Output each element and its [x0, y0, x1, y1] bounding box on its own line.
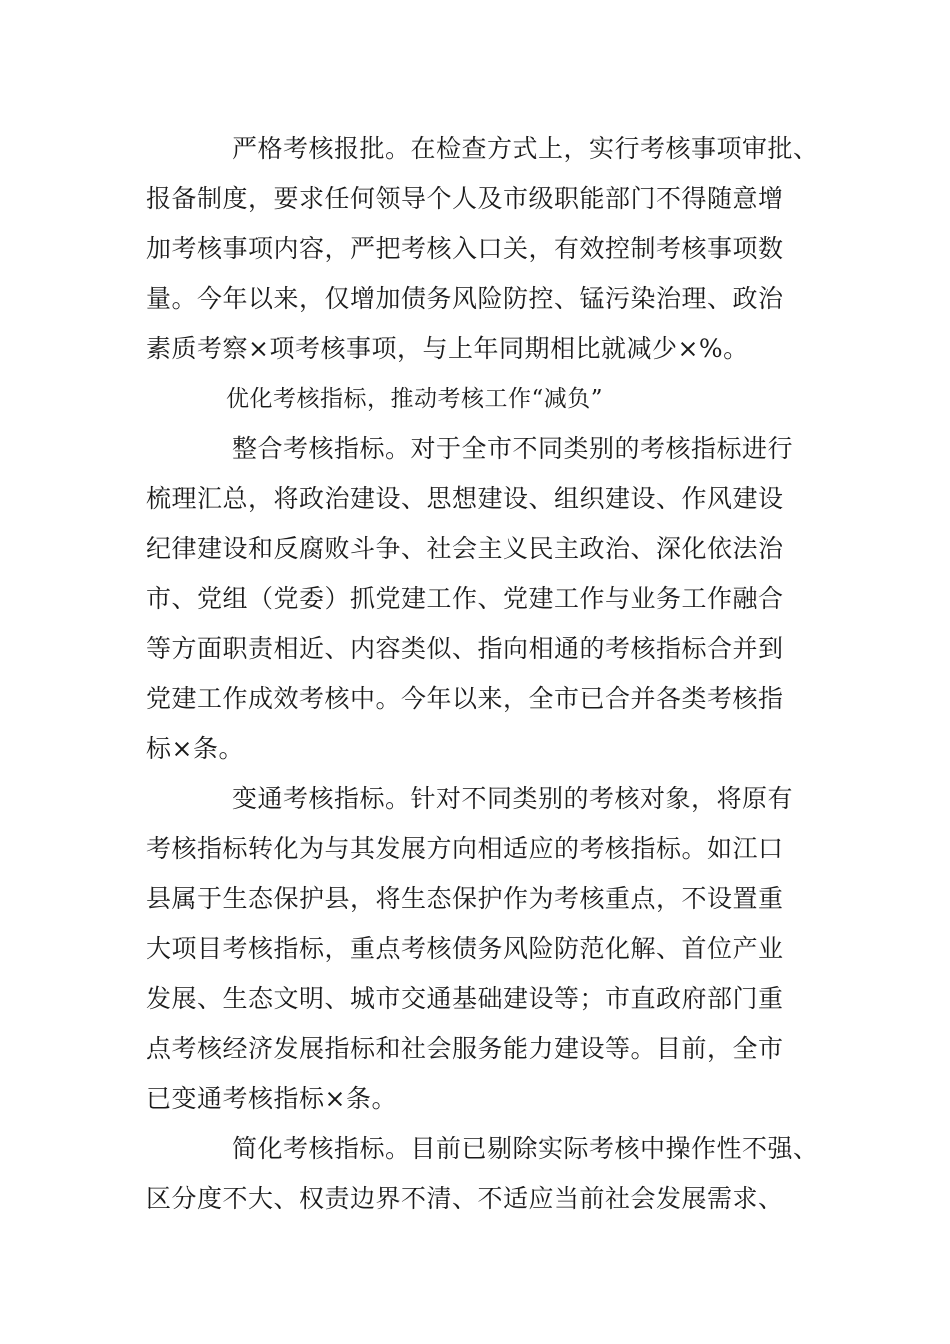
text-line: 发展、生态文明、城市交通基础建设等；市直政府部门重 — [146, 984, 784, 1013]
text-line: 素质考察×项考核事项，与上年同期相比就减少×%。 — [146, 334, 749, 363]
text-line: 整合考核指标。对于全市不同类别的考核指标进行 — [232, 434, 794, 463]
text-line: 考核指标转化为与其发展方向相适应的考核指标。如江口 — [146, 834, 784, 863]
text-line: 纪律建设和反腐败斗争、社会主义民主政治、深化依法治 — [146, 534, 784, 563]
text-line: 加考核事项内容，严把考核入口关，有效控制考核事项数 — [146, 234, 784, 263]
text-line: 量。今年以来，仅增加债务风险防控、锰污染治理、政治 — [146, 284, 784, 313]
text-line: 党建工作成效考核中。今年以来，全市已合并各类考核指 — [146, 684, 784, 713]
text-line: 变通考核指标。针对不同类别的考核对象，将原有 — [232, 784, 794, 813]
text-line: 点考核经济发展指标和社会服务能力建设等。目前，全市 — [146, 1034, 784, 1063]
text-line: 标×条。 — [146, 734, 244, 763]
text-line: 区分度不大、权责边界不清、不适应当前社会发展需求、 — [146, 1184, 784, 1213]
text-line: 大项目考核指标，重点考核债务风险防范化解、首位产业 — [146, 934, 784, 963]
section-heading: 优化考核指标，推动考核工作“减负” — [226, 386, 604, 412]
text-line: 等方面职责相近、内容类似、指向相通的考核指标合并到 — [146, 634, 784, 663]
text-line: 严格考核报批。在检查方式上，实行考核事项审批、 — [232, 134, 819, 163]
text-line: 报备制度，要求任何领导个人及市级职能部门不得随意增 — [146, 184, 784, 213]
text-line: 简化考核指标。目前已剔除实际考核中操作性不强、 — [232, 1134, 819, 1163]
text-line: 县属于生态保护县，将生态保护作为考核重点，不设置重 — [146, 884, 784, 913]
text-line: 市、党组（党委）抓党建工作、党建工作与业务工作融合 — [146, 584, 784, 613]
text-line: 梳理汇总，将政治建设、思想建设、组织建设、作风建设 — [146, 484, 784, 513]
text-line: 已变通考核指标×条。 — [146, 1084, 397, 1113]
